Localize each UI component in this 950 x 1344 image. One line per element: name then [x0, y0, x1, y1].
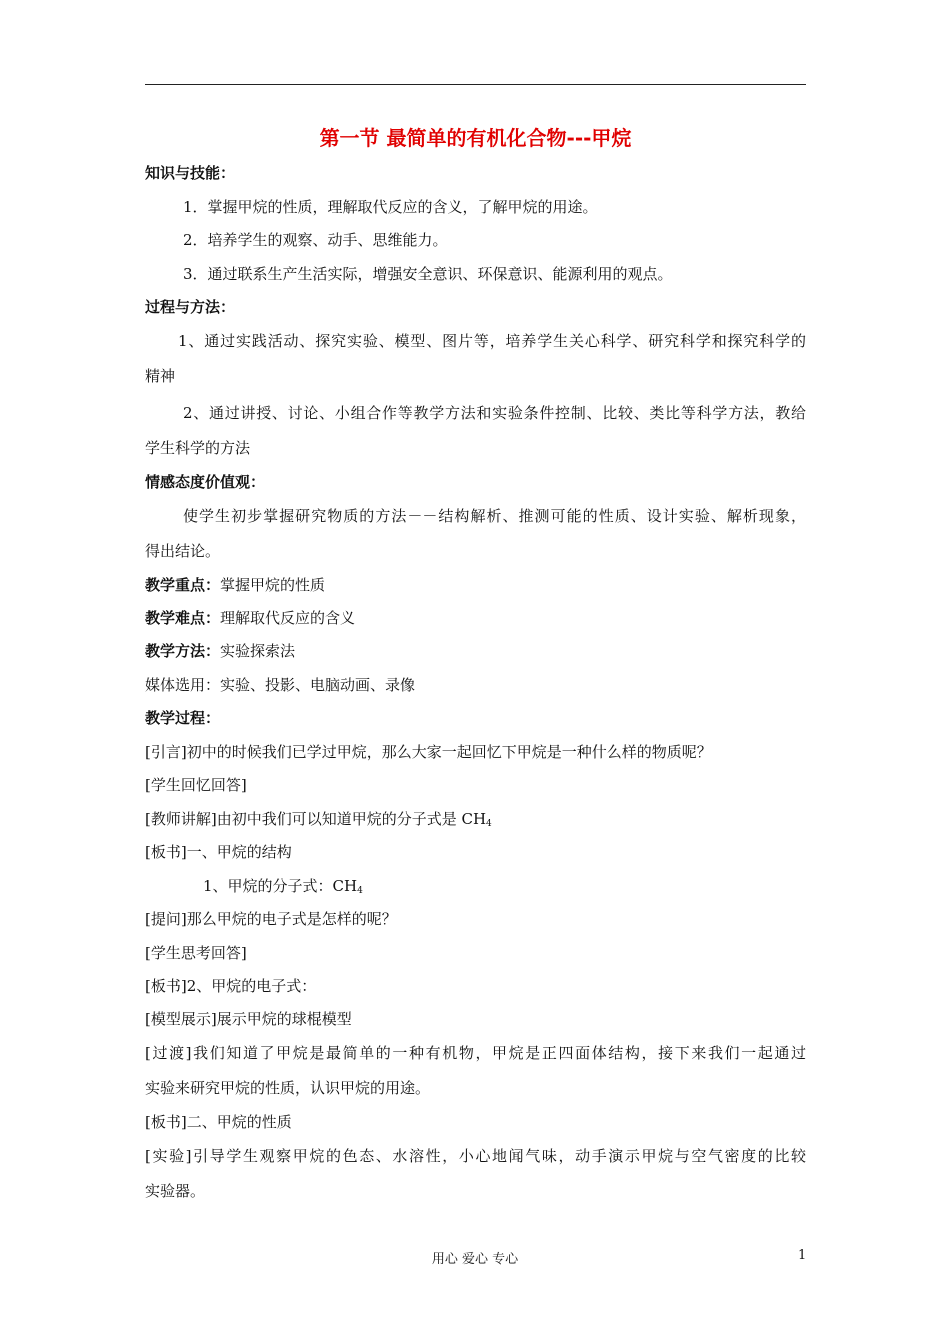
emotion-line-2: 得出结论。 — [145, 542, 221, 560]
knowledge-item-1: 1．掌握甲烷的性质，理解取代反应的含义，了解甲烷的用途。 — [183, 198, 598, 216]
student-think-line: [学生思考回答] — [145, 944, 247, 962]
knowledge-heading: 知识与技能： — [145, 164, 236, 182]
teaching-difficulty-label: 教学难点： — [145, 609, 221, 627]
process-heading: 过程与方法： — [145, 298, 236, 316]
teaching-focus-value: 掌握甲烷的性质 — [220, 576, 326, 594]
question-line: [提问]那么甲烷的电子式是怎样的呢？ — [145, 910, 397, 928]
teaching-process-heading: 教学过程： — [145, 709, 221, 727]
header-rule — [145, 84, 806, 85]
emotion-line-1: 使学生初步掌握研究物质的方法－－结构解析、推测可能的性质、设计实验、解析现象， — [183, 507, 806, 525]
process-item-1-line-1: 1、通过实践活动、探究实验、模型、图片等，培养学生关心科学、研究科学和探究科学的 — [178, 332, 806, 350]
process-item-1-line-2: 精神 — [145, 367, 176, 385]
experiment-line-1: [实验]引导学生观察甲烷的色态、水溶性，小心地闻气味，动手演示甲烷与空气密度的比较 — [145, 1147, 806, 1165]
media-selection: 媒体选用：实验、投影、电脑动画、录像 — [145, 676, 416, 694]
ch4-subscript: 4 — [486, 819, 492, 829]
teacher-explain-line — [145, 809, 492, 834]
model-display-line: [模型展示]展示甲烷的球棍模型 — [145, 1010, 352, 1028]
document-title: 第一节 最简单的有机化合物---甲烷 — [319, 126, 632, 150]
formula-subscript: 4 — [357, 886, 363, 896]
emotion-heading: 情感态度价值观： — [145, 473, 266, 491]
student-recall-line: [学生回忆回答] — [145, 776, 247, 794]
knowledge-item-2: 2．培养学生的观察、动手、思维能力。 — [183, 231, 448, 249]
board-properties-line: [板书]二、甲烷的性质 — [145, 1113, 292, 1131]
footer-motto: 用心 爱心 专心 — [431, 1252, 519, 1267]
transition-line-2: 实验来研究甲烷的性质，认识甲烷的用途。 — [145, 1079, 431, 1097]
intro-line: [引言]初中的时候我们已学过甲烷，那么大家一起回忆下甲烷是一种什么样的物质呢？ — [145, 743, 712, 761]
teaching-focus-label: 教学重点： — [145, 576, 221, 594]
process-item-2-line-2: 学生科学的方法 — [145, 439, 251, 457]
teaching-method-label: 教学方法： — [145, 642, 221, 660]
teaching-difficulty-value: 理解取代反应的含义 — [220, 609, 356, 627]
transition-line-1: [过渡]我们知道了甲烷是最简单的一种有机物，甲烷是正四面体结构，接下来我们一起通过 — [145, 1044, 806, 1062]
board-electron-line: [板书]2、甲烷的电子式： — [145, 977, 317, 995]
knowledge-item-3: 3．通过联系生产生活实际，增强安全意识、环保意识、能源利用的观点。 — [183, 265, 673, 283]
process-item-2-line-1: 2、通过讲授、讨论、小组合作等教学方法和实验条件控制、比较、类比等科学方法，教给 — [183, 404, 806, 422]
teaching-method-value: 实验探索法 — [220, 642, 296, 660]
experiment-line-2: 实验器。 — [145, 1182, 206, 1200]
formula-line — [203, 876, 363, 901]
teacher-explain-text: [教师讲解]由初中我们可以知道甲烷的分子式是 CH — [145, 810, 487, 828]
teaching-difficulty — [145, 608, 355, 628]
teaching-focus — [145, 575, 325, 595]
formula-text: 1、甲烷的分子式：CH — [203, 877, 358, 895]
board-structure-line: [板书]一、甲烷的结构 — [145, 843, 292, 861]
page-number: 1 — [798, 1248, 807, 1263]
teaching-method — [145, 641, 295, 661]
